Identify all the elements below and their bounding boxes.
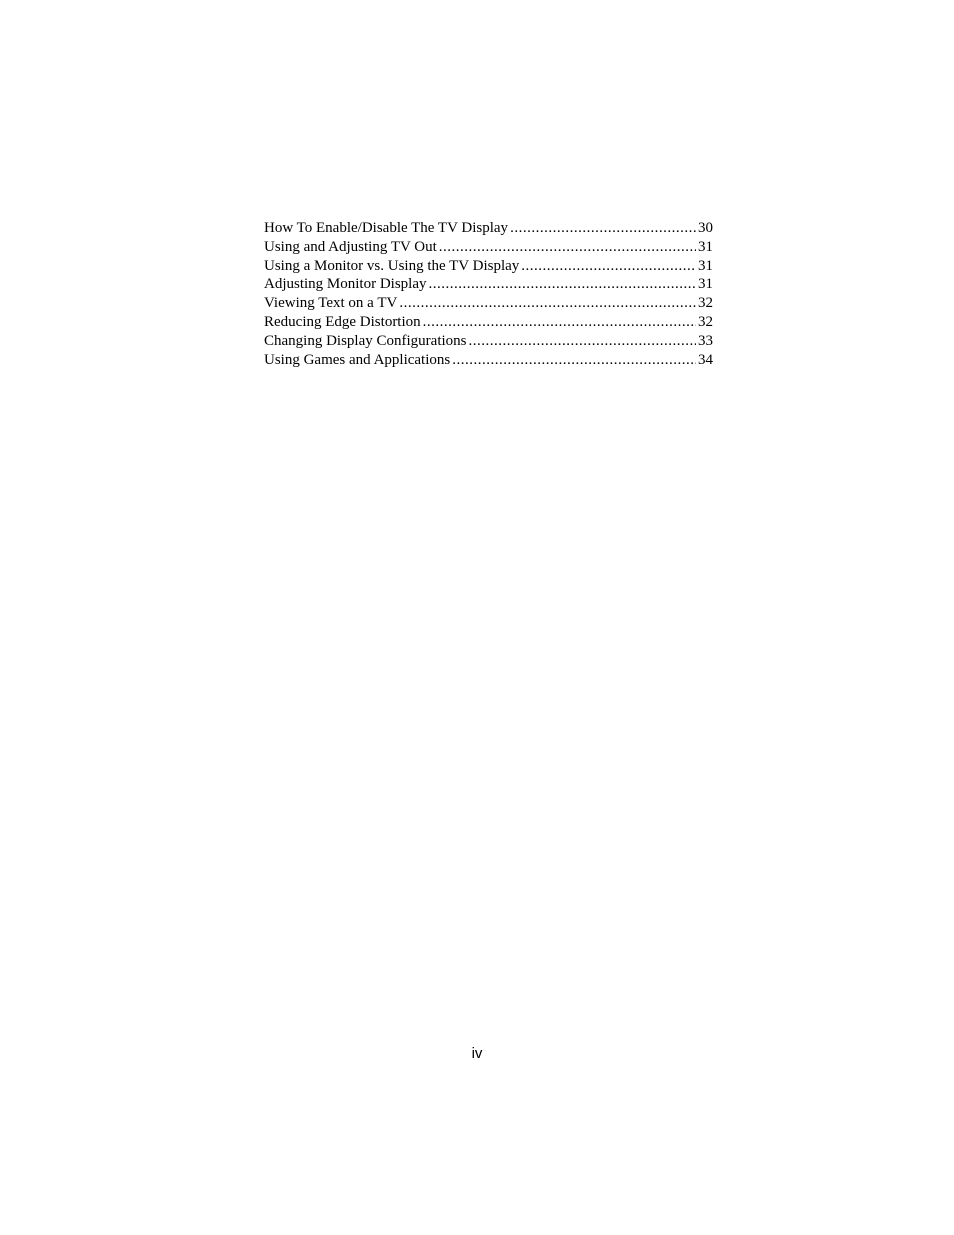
toc-entry-title: Using a Monitor vs. Using the TV Display (264, 257, 520, 274)
toc-entry-title: How To Enable/Disable The TV Display (264, 220, 509, 236)
page-number: iv (471, 1045, 483, 1062)
toc-dot-leader (469, 332, 697, 351)
toc-entry[interactable] (264, 275, 713, 294)
toc-entry-title: Adjusting Monitor Display (264, 276, 427, 293)
toc-entry-title: Using and Adjusting TV Out (264, 238, 437, 255)
toc-entry-page: 34 (698, 351, 713, 368)
toc-entry-page: 32 (698, 295, 713, 312)
toc-entry-page: 32 (698, 313, 713, 330)
toc-entry-page: 31 (698, 257, 713, 274)
toc-entry-title: Viewing Text on a TV (264, 295, 398, 312)
toc-dot-leader (423, 313, 696, 332)
toc-dot-leader (429, 275, 696, 294)
toc-entry[interactable] (264, 238, 713, 257)
toc-entry-title: Reducing Edge Distortion (264, 313, 421, 330)
toc-entry-page: 31 (698, 276, 713, 293)
toc-entry[interactable] (264, 332, 713, 351)
toc-entry[interactable] (264, 294, 713, 313)
toc-dot-leader (452, 351, 696, 370)
toc-entry[interactable] (264, 257, 713, 276)
toc-entry-page: 30 (698, 220, 713, 236)
toc-entry-title: Using Games and Applications (264, 351, 451, 368)
toc-entry[interactable] (264, 219, 713, 238)
toc-entry[interactable] (264, 351, 713, 370)
toc-entry[interactable] (264, 313, 713, 332)
toc-entry-title: Changing Display Configurations (264, 332, 467, 349)
toc-dot-leader (510, 219, 696, 238)
toc-dot-leader (399, 294, 696, 313)
toc-dot-leader (521, 257, 696, 276)
toc-entry-page: 33 (698, 332, 713, 349)
table-of-contents (264, 219, 713, 369)
toc-entry-page: 31 (698, 238, 713, 255)
toc-dot-leader (439, 238, 696, 257)
